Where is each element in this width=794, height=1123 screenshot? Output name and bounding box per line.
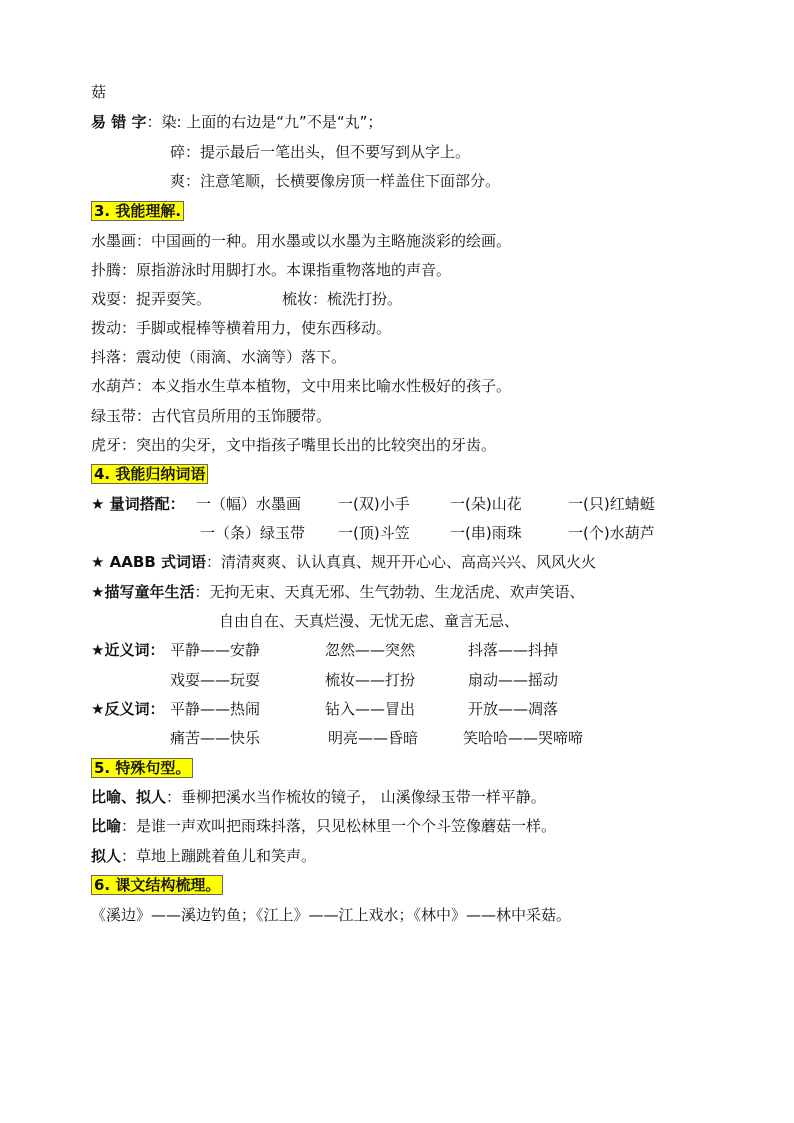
liangci-r1-3: 一(朵)山花 bbox=[450, 495, 522, 513]
liangci-label: ★ 量词搭配： bbox=[91, 495, 185, 513]
section-4-heading bbox=[91, 463, 208, 485]
biyu-niren-text: ：垂柳把溪水当作梳妆的镜子， 山溪像绿玉带一样平静。 bbox=[166, 788, 546, 806]
jinyi-r2-2: 梳妆——打扮 bbox=[325, 671, 416, 689]
yicuo-text-1: ：染: 上面的右边是“九”不是“丸”； bbox=[146, 113, 383, 131]
liangci-r1-4: 一(只)红蜻蜓 bbox=[568, 495, 655, 513]
jinyi-r1-1: 平静——安静 bbox=[170, 641, 261, 659]
fanyi-r1-1: 平静——热闹 bbox=[170, 700, 261, 718]
jinyi-label: ★近义词： bbox=[91, 641, 165, 659]
niren-line bbox=[91, 845, 316, 867]
fanyi-r2-2: 明亮——昏暗 bbox=[328, 729, 419, 747]
continued-char: 菇 bbox=[91, 83, 107, 101]
niren-label: 拟人 bbox=[91, 847, 122, 865]
section-3-heading bbox=[91, 200, 184, 222]
liangci-r2-3: 一(串)雨珠 bbox=[450, 524, 522, 542]
definition-7: 水葫芦：本义指水生草本植物，文中用来比喻水性极好的孩子。 bbox=[91, 377, 512, 395]
aabb-text: ：清清爽爽、认认真真、规开开心心、高高兴兴、风风火火 bbox=[205, 553, 596, 571]
fanyi-r2-3: 笑哈哈——哭啼啼 bbox=[463, 729, 584, 747]
tongnian-line-1 bbox=[91, 581, 584, 603]
yicuo-line-2: 碎：提示最后一笔出头，但不要写到从字上。 bbox=[170, 143, 471, 161]
definition-9: 虎牙：突出的尖牙，文中指孩子嘴里长出的比较突出的牙齿。 bbox=[91, 436, 497, 454]
definition-8: 绿玉带：古代官员所用的玉饰腰带。 bbox=[91, 407, 332, 425]
tongnian-line-2: 自由自在、天真烂漫、无忧无虑、童言无忌、 bbox=[219, 612, 520, 630]
jinyi-r1-3: 抖落——抖掉 bbox=[468, 641, 559, 659]
biyu-line bbox=[91, 815, 556, 837]
niren-text: ：草地上蹦跳着鱼儿和笑声。 bbox=[121, 847, 317, 865]
section-6-heading bbox=[91, 874, 223, 896]
section-6-label: 6. 课文结构梳理。 bbox=[91, 875, 223, 895]
yicuo-label: 易 错 字 bbox=[91, 113, 147, 131]
structure-line: 《溪边》——溪边钓鱼；《江上》——江上戏水；《林中》——林中采菇。 bbox=[91, 906, 572, 924]
section-5-heading bbox=[91, 757, 193, 779]
fanyi-r1-2: 钻入——冒出 bbox=[325, 700, 416, 718]
biyu-niren-label: 比喻、拟人 bbox=[91, 788, 167, 806]
fanyi-r1-3: 开放——凋落 bbox=[468, 700, 559, 718]
jinyi-r2-3: 扇动——摇动 bbox=[468, 671, 559, 689]
definition-1: 水墨画：中国画的一种。用水墨或以水墨为主略施淡彩的绘画。 bbox=[91, 232, 512, 250]
section-4-label: 4. 我能归纳词语 bbox=[91, 464, 208, 484]
definition-5: 拨动：手脚或棍棒等横着用力，使东西移动。 bbox=[91, 319, 392, 337]
tongnian-label: ★描写童年生活 bbox=[91, 583, 195, 601]
section-3-label: 3. 我能理解. bbox=[91, 201, 184, 221]
definition-2: 扑腾：原指游泳时用脚打水。本课指重物落地的声音。 bbox=[91, 261, 452, 279]
biyu-label: 比喻 bbox=[91, 817, 122, 835]
definition-3: 戏耍：捉弄耍笑。 bbox=[91, 290, 212, 308]
liangci-r2-1: 一（条）绿玉带 bbox=[200, 524, 306, 542]
fanyi-r2-1: 痛苦——快乐 bbox=[170, 729, 261, 747]
aabb-label: ★ AABB 式词语 bbox=[91, 553, 206, 571]
liangci-r2-2: 一(顶)斗笠 bbox=[338, 524, 410, 542]
liangci-r2-4: 一(个)水葫芦 bbox=[568, 524, 655, 542]
biyu-niren-line bbox=[91, 786, 546, 808]
aabb-line bbox=[91, 551, 596, 573]
jinyi-r1-2: 忽然——突然 bbox=[325, 641, 416, 659]
yicuo-line-3: 爽：注意笔顺，长横要像房顶一样盖住下面部分。 bbox=[170, 172, 501, 190]
biyu-text: ：是谁一声欢叫把雨珠抖落，只见松林里一个个斗笠像蘑菇一样。 bbox=[121, 817, 557, 835]
tongnian-text-1: ：无拘无束、天真无邪、生气勃勃、生龙活虎、欢声笑语、 bbox=[194, 583, 585, 601]
yicuo-line-1 bbox=[91, 111, 382, 133]
definition-4: 梳妆：梳洗打扮。 bbox=[282, 290, 403, 308]
liangci-r1-1: 一（幅）水墨画 bbox=[196, 495, 302, 513]
definition-6: 抖落：震动使（雨滴、水滴等）落下。 bbox=[91, 348, 347, 366]
liangci-r1-2: 一(双)小手 bbox=[338, 495, 410, 513]
fanyi-label: ★反义词： bbox=[91, 700, 165, 718]
jinyi-r2-1: 戏耍——玩耍 bbox=[170, 671, 261, 689]
section-5-label: 5. 特殊句型。 bbox=[91, 758, 193, 778]
